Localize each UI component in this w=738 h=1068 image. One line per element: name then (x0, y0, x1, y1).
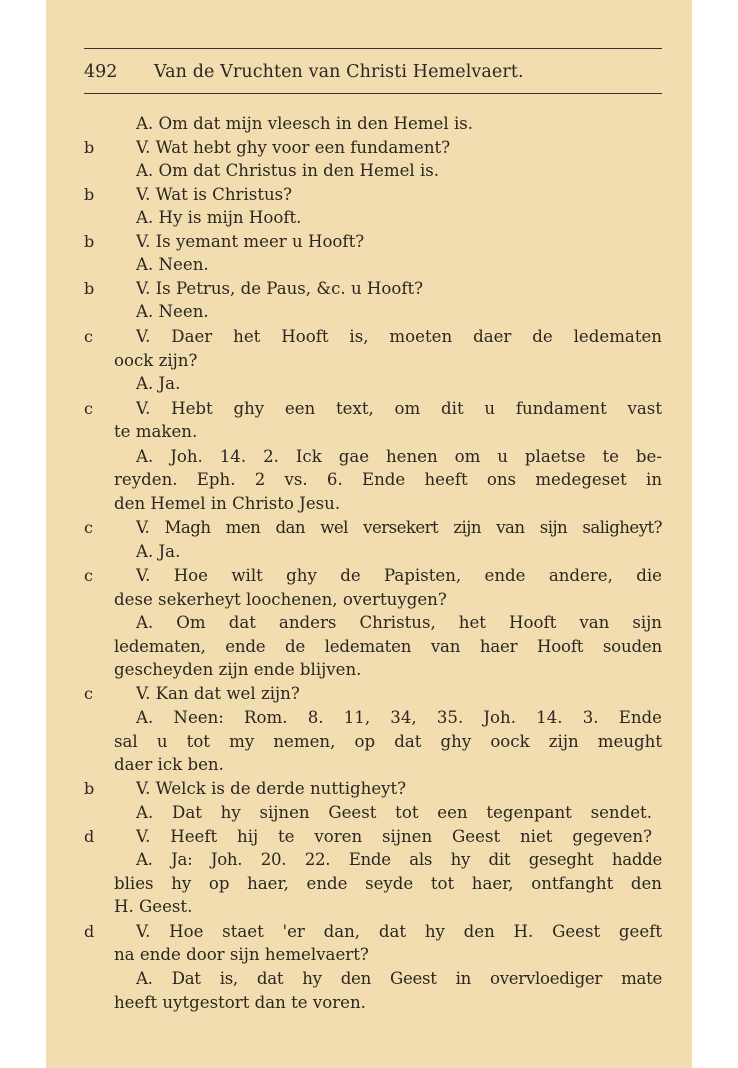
line-text: V. Heeft hij te voren sijnen Geest niet gegeven? (136, 826, 652, 846)
text-line (46, 349, 692, 373)
text-line (46, 682, 692, 706)
line-text: heeft uytgestort dan te voren. (114, 992, 366, 1012)
margin-marker: c (84, 518, 93, 537)
line-text: ledematen, ende de ledematen van haer Hooft souden (114, 636, 662, 656)
text-line (46, 159, 692, 183)
text-line (46, 777, 692, 801)
text-line (46, 516, 692, 540)
margin-marker: d (84, 921, 95, 941)
text-line (46, 564, 692, 588)
text-line (46, 397, 692, 421)
line-text: A. Neen: Rom. 8. 11, 34, 35. Joh. 14. 3. Ende (136, 708, 662, 727)
line-text: V. Is yemant meer u Hooft? (136, 231, 365, 251)
text-line (46, 730, 692, 754)
text-line (46, 300, 692, 324)
margin-marker: c (84, 684, 93, 703)
margin-marker: d (84, 826, 95, 846)
line-text: te maken. (114, 422, 198, 441)
text-line (46, 943, 692, 967)
text-line (46, 230, 692, 254)
line-text: A. Om dat Christus in den Hemel is. (136, 161, 440, 180)
text-line (46, 967, 692, 991)
text-line (46, 253, 692, 277)
line-text: A. Om dat anders Christus, het Hooft van sijn (136, 613, 662, 632)
line-text: den Hemel in Christo Jesu. (114, 493, 341, 513)
line-text: blies hy op haer, ende seyde tot haer, ontfanght den (114, 873, 662, 893)
line-text: gescheyden zijn ende blijven. (114, 660, 362, 679)
text-line (46, 848, 692, 872)
text-line (46, 136, 692, 160)
line-text: V. Is Petrus, de Paus, &c. u Hooft? (136, 278, 424, 298)
line-text: na ende door sijn hemelvaert? (114, 945, 369, 964)
line-text: A. Dat is, dat hy den Geest in overvloediger mate (136, 969, 662, 988)
text-line (46, 920, 692, 944)
line-text: V. Daer het Hooft is, moeten daer de ledematen (136, 327, 662, 346)
text-line (46, 658, 692, 682)
line-text: A. Ja. (136, 541, 181, 561)
margin-marker: b (84, 231, 95, 251)
line-text: V. Hoe wilt ghy de Papisten, ende andere, die (136, 566, 662, 585)
line-text: A. Neen. (136, 302, 209, 321)
text-line (46, 372, 692, 396)
line-text: V. Hoe staet 'er dan, dat hy den H. Geest geeft (136, 921, 662, 941)
header-top-rule (84, 48, 662, 49)
page-number: 492 (84, 62, 118, 82)
line-text: V. Kan dat wel zijn? (136, 684, 300, 703)
text-line (46, 991, 692, 1015)
line-text: A. Ja: Joh. 20. 22. Ende als hy dit geseght hadde (136, 850, 662, 869)
line-text: daer ick ben. (114, 755, 224, 774)
text-line (46, 492, 692, 516)
text-line (46, 277, 692, 301)
text-line (46, 206, 692, 230)
line-text: dese sekerheyt loochenen, overtuygen? (114, 589, 447, 609)
margin-marker: b (84, 137, 95, 157)
text-line (46, 540, 692, 564)
text-line (46, 611, 692, 635)
text-line (46, 420, 692, 444)
line-text: V. Wat is Christus? (136, 184, 293, 204)
line-text: V. Wat hebt ghy voor een fundament? (136, 137, 451, 157)
line-text: A. Neen. (136, 255, 209, 274)
line-text: V. Welck is de derde nuttigheyt? (136, 779, 407, 798)
text-line (46, 112, 692, 136)
line-text: oock zijn? (114, 350, 198, 370)
text-line (46, 635, 692, 659)
line-text: A. Joh. 14. 2. Ick gae henen om u plaetse te be- (136, 446, 662, 466)
text-line (46, 801, 692, 825)
book-page (46, 0, 692, 1068)
text-line (46, 468, 692, 492)
margin-marker: c (84, 327, 93, 346)
margin-marker: c (84, 566, 93, 585)
line-text: A. Om dat mijn vleesch in den Hemel is. (136, 114, 474, 133)
line-text: A. Ja. (136, 374, 181, 393)
text-line (46, 445, 692, 469)
text-line (46, 825, 692, 849)
line-text: sal u tot my nemen, op dat ghy oock zijn meught (114, 731, 662, 751)
text-line (46, 706, 692, 730)
text-line (46, 588, 692, 612)
line-text: A. Hy is mijn Hooft. (136, 208, 302, 227)
line-text: A. Dat hy sijnen Geest tot een tegenpant sendet. (136, 802, 652, 822)
text-line (46, 325, 692, 349)
text-line (46, 183, 692, 207)
line-text: reyden. Eph. 2 vs. 6. Ende heeft ons medegeset in (114, 470, 662, 489)
running-title: Van de Vruchten van Christi Hemelvaert. (154, 62, 524, 82)
line-text: V. Magh men dan wel versekert zijn van sijn saligheyt? (136, 518, 662, 537)
margin-marker: b (84, 779, 95, 798)
line-text: V. Hebt ghy een text, om dit u fundament vast (136, 398, 662, 418)
header-bottom-rule (84, 93, 662, 94)
text-line (46, 753, 692, 777)
page-header (84, 60, 662, 84)
margin-marker: c (84, 398, 93, 418)
text-line (46, 895, 692, 919)
line-text: H. Geest. (114, 897, 193, 916)
text-line (46, 872, 692, 896)
margin-marker: b (84, 184, 95, 204)
margin-marker: b (84, 278, 95, 298)
